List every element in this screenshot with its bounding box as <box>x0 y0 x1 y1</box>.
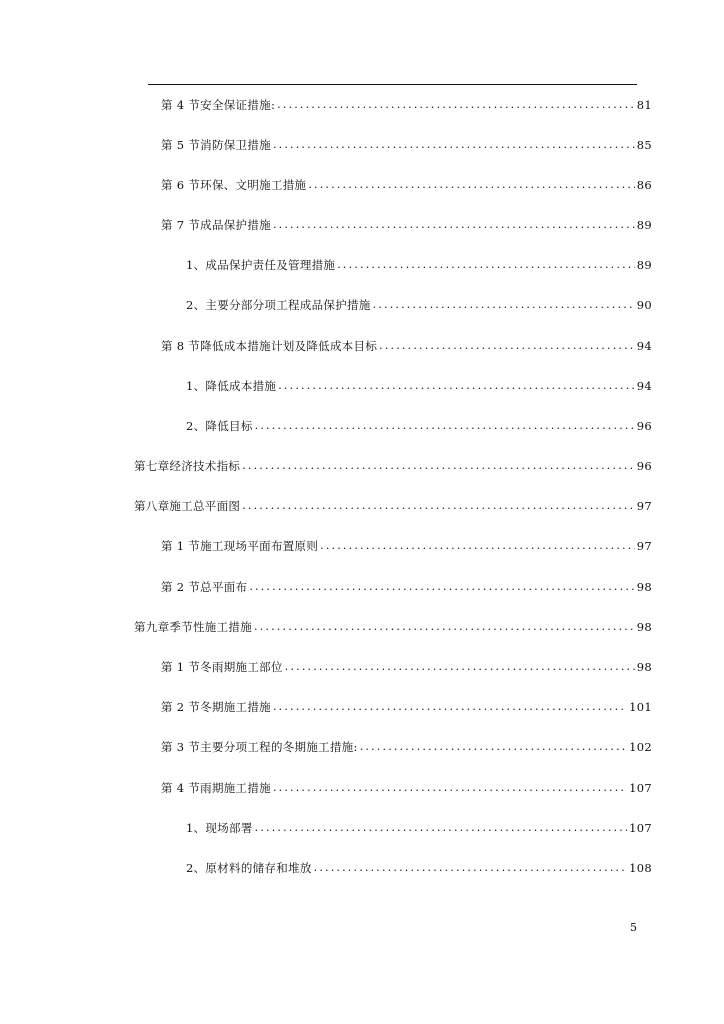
entry-page: 102 <box>629 740 652 754</box>
entry-title: 经济技术指标 <box>169 459 241 473</box>
toc-entry[interactable] <box>134 496 652 516</box>
dot-leader <box>273 781 627 794</box>
entry-title: 降低成本措施计划及降低成本目标 <box>200 339 378 353</box>
entry-page: 85 <box>636 138 652 152</box>
toc-entry[interactable] <box>161 577 652 597</box>
entry-title: 施工现场平面布置原则 <box>200 539 319 553</box>
toc-entry[interactable] <box>161 95 652 115</box>
entry-number: 第 4 节 <box>161 781 201 795</box>
dot-leader <box>255 419 635 432</box>
entry-page: 97 <box>636 499 652 513</box>
entry-page: 98 <box>636 620 652 634</box>
entry-title: 主要分部分项工程成品保护措施 <box>205 298 371 312</box>
entry-title: 现场部署 <box>205 821 253 835</box>
dot-leader <box>273 138 635 151</box>
toc-entry[interactable] <box>134 456 652 476</box>
dot-leader <box>273 218 635 231</box>
dot-leader <box>254 620 635 633</box>
toc-entry[interactable] <box>186 376 652 396</box>
entry-number: 第 6 节 <box>161 178 201 192</box>
dot-leader <box>360 740 627 753</box>
entry-number: 第 8 节 <box>161 339 201 353</box>
toc-entry[interactable] <box>186 255 652 275</box>
entry-title: 消防保卫措施 <box>200 138 271 152</box>
entry-page: 96 <box>636 459 652 473</box>
dot-leader <box>379 339 635 352</box>
entry-title: 降低目标 <box>205 419 253 433</box>
entry-page: 89 <box>636 218 652 232</box>
entry-title: 安全保证措施: <box>200 98 276 112</box>
entry-page: 107 <box>629 781 652 795</box>
entry-title: 环保、文明施工措施 <box>200 178 307 192</box>
entry-title: 施工总平面图 <box>169 499 241 513</box>
entry-title: 主要分项工程的冬期施工措施: <box>200 740 358 754</box>
toc-entry[interactable] <box>161 536 652 556</box>
entry-number: 第 1 节 <box>161 660 201 674</box>
entry-number: 第九章 <box>134 620 170 634</box>
entry-title: 成品保护措施 <box>200 218 271 232</box>
dot-leader <box>242 499 635 512</box>
entry-number: 1、 <box>186 258 206 272</box>
entry-number: 1、 <box>186 821 206 835</box>
toc-entry[interactable] <box>161 737 652 757</box>
entry-title: 降低成本措施 <box>205 379 277 393</box>
dot-leader <box>320 539 635 552</box>
entry-title: 冬雨期施工部位 <box>200 660 283 674</box>
dot-leader <box>285 660 635 673</box>
entry-page: 107 <box>629 821 652 835</box>
toc-entry[interactable] <box>161 778 652 798</box>
entry-number: 2、 <box>186 419 206 433</box>
entry-title: 原材料的储存和堆放 <box>205 861 312 875</box>
entry-page: 98 <box>636 580 652 594</box>
toc-entry[interactable] <box>161 697 652 717</box>
entry-title: 冬期施工措施 <box>200 700 271 714</box>
entry-page: 108 <box>629 861 652 875</box>
entry-page: 96 <box>636 419 652 433</box>
toc-entry[interactable] <box>134 617 652 637</box>
entry-number: 第 1 节 <box>161 539 201 553</box>
toc-entry[interactable] <box>186 858 652 878</box>
toc-entry[interactable] <box>161 657 652 677</box>
toc-entry[interactable] <box>161 135 652 155</box>
entry-number: 第 5 节 <box>161 138 201 152</box>
entry-number: 2、 <box>186 298 206 312</box>
entry-title: 季节性施工措施 <box>169 620 253 634</box>
entry-number: 第 7 节 <box>161 218 201 232</box>
entry-number: 第 2 节 <box>161 700 201 714</box>
entry-page: 90 <box>636 298 652 312</box>
toc-entry[interactable] <box>161 336 652 356</box>
entry-number: 第八章 <box>134 499 170 513</box>
dot-leader <box>242 459 635 472</box>
dot-leader <box>277 98 635 111</box>
dot-leader <box>255 821 628 834</box>
toc-entry[interactable] <box>161 175 652 195</box>
entry-page: 94 <box>636 379 652 393</box>
entry-page: 94 <box>636 339 652 353</box>
entry-page: 86 <box>636 178 652 192</box>
entry-page: 89 <box>636 258 652 272</box>
entry-title: 雨期施工措施 <box>200 781 271 795</box>
entry-page: 101 <box>629 700 652 714</box>
dot-leader <box>278 379 635 392</box>
dot-leader <box>337 258 635 271</box>
toc-entry[interactable] <box>186 416 652 436</box>
toc-entry[interactable] <box>161 215 652 235</box>
entry-number: 1、 <box>186 379 206 393</box>
toc-entry[interactable] <box>186 295 652 315</box>
dot-leader <box>373 298 635 311</box>
entry-number: 2、 <box>186 861 206 875</box>
entry-number: 第 3 节 <box>161 740 201 754</box>
page-number: 5 <box>630 921 637 934</box>
entry-page: 81 <box>636 98 652 112</box>
entry-number: 第 4 节 <box>161 98 201 112</box>
entry-number: 第 2 节 <box>161 580 201 594</box>
dot-leader <box>273 700 627 713</box>
dot-leader <box>249 580 634 593</box>
entry-title: 总平面布 <box>200 580 248 594</box>
entry-page: 98 <box>636 660 652 674</box>
dot-leader <box>314 861 628 874</box>
toc-entry[interactable] <box>186 818 652 838</box>
entry-title: 成品保护责任及管理措施 <box>205 258 336 272</box>
entry-number: 第七章 <box>134 459 170 473</box>
dot-leader <box>308 178 634 191</box>
entry-page: 97 <box>636 539 652 553</box>
